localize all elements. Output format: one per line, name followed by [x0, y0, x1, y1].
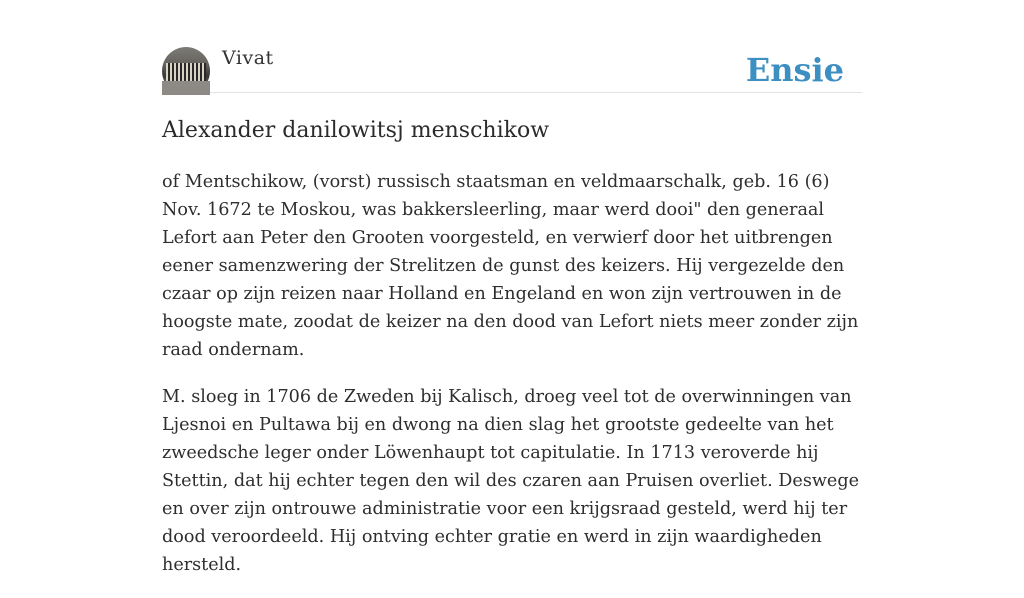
article-paragraph: M. sloeg in 1706 de Zweden bij Kalisch, droeg veel tot de overwinningen van Ljesnoi en Pultawa bij en dwong na dien slag het grootste gedeelte van het zweedsche leger onder Löwenhaupt tot capitulatie. In 1713 veroverde hij Stettin, dat hij echter tegen den wil des czaren aan Pruisen overliet. Deswege en over zijn ontrouwe administratie voor een krijgsraad gesteld, werd hij ter dood veroordeeld. Hij ontving echter gratie en werd in zijn waardigheden hersteld. — [162, 387, 859, 575]
shelf-image — [162, 81, 210, 95]
article-title: Alexander danilowitsj menschikow — [162, 118, 550, 143]
bookshelf-image — [166, 63, 206, 81]
page-header — [162, 46, 862, 93]
site-logo[interactable]: Ensie — [745, 51, 844, 89]
article-body — [162, 168, 862, 598]
author-avatar[interactable] — [162, 47, 210, 95]
article-paragraph: of Mentschikow, (vorst) russisch staatsman en veldmaarschalk, geb. 16 (6) Nov. 1672 te Moskou, was bakkersleerling, maar werd dooi" den generaal Lefort aan Peter den Grooten voorgesteld, en verwierf door het uitbrengen eener samenzwering der Strelitzen de gunst des keizers. Hij vergezelde den czaar op zijn reizen naar Holland en Engeland en won zijn vertrouwen in de hoogste mate, zoodat de keizer na den dood van Lefort niets meer zonder zijn raad ondernam. — [162, 172, 859, 360]
author-name[interactable]: Vivat — [222, 47, 274, 69]
